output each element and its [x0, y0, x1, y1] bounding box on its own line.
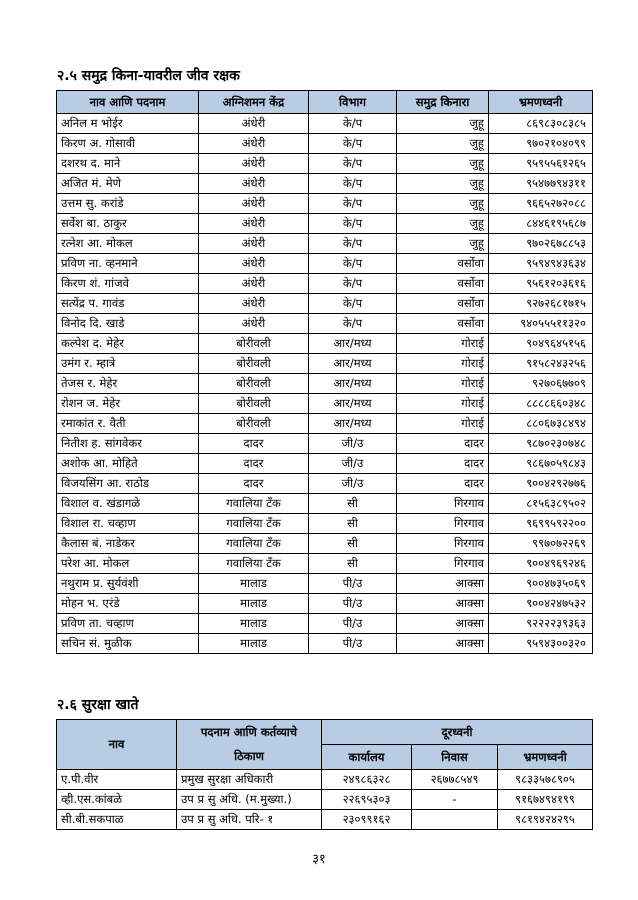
table-row: [57, 334, 593, 354]
cell-fire-station: दादर: [199, 454, 309, 474]
table-header-row: [57, 91, 593, 114]
cell-ward: पी/उ: [309, 574, 397, 594]
cell-ward: सी: [309, 514, 397, 534]
cell-ward: जी/उ: [309, 454, 397, 474]
cell-beach: आक्सा: [397, 574, 489, 594]
cell-beach: गिरगाव: [397, 534, 489, 554]
cell-name: तेजस र. मेहेर: [57, 374, 199, 394]
cell-name: किरण शं. गांजवे: [57, 274, 199, 294]
cell-fire-station: मालाड: [199, 594, 309, 614]
cell-name: विशाल व. खंडागळे: [57, 494, 199, 514]
cell-fire-station: अंधेरी: [199, 234, 309, 254]
cell-beach: आक्सा: [397, 614, 489, 634]
table-row: [57, 314, 593, 334]
cell-ward: के/प: [309, 234, 397, 254]
table-row: [57, 810, 593, 830]
col-header-office: कार्यालय: [322, 745, 412, 770]
cell-name: विशाल रा. चव्हाण: [57, 514, 199, 534]
cell-beach: जुहू: [397, 134, 489, 154]
table-row: [57, 554, 593, 574]
cell-mobile: ९००४२४७५३२: [489, 594, 593, 614]
cell-ward: के/प: [309, 214, 397, 234]
table-row: [57, 594, 593, 614]
table-row: [57, 394, 593, 414]
cell-mobile: ९९७०७२२६९: [489, 534, 593, 554]
table-header-row: [57, 720, 593, 745]
cell-mobile: ९८६७०५९८४३: [489, 454, 593, 474]
table-row: [57, 354, 593, 374]
cell-mobile: ८४४६१९५६८७: [489, 214, 593, 234]
cell-beach: जुहू: [397, 114, 489, 134]
cell-mobile: ९५६१२०३६१६: [489, 274, 593, 294]
cell-name: विनोद दि. खाडे: [57, 314, 199, 334]
cell-mobile: ९६६५२७२०८८: [489, 194, 593, 214]
table-row: [57, 374, 593, 394]
cell-mobile: ९१५८२४३२५६: [489, 354, 593, 374]
cell-ward: आर/मध्य: [309, 374, 397, 394]
table-row: [57, 534, 593, 554]
cell-ward: आर/मध्य: [309, 334, 397, 354]
cell-mobile: ९००४९६९२४६: [489, 554, 593, 574]
cell-beach: गिरगाव: [397, 494, 489, 514]
cell-fire-station: अंधेरी: [199, 254, 309, 274]
cell-fire-station: गवालिया टँक: [199, 554, 309, 574]
cell-fire-station: अंधेरी: [199, 194, 309, 214]
table-row: [57, 434, 593, 454]
cell-fire-station: बोरीवली: [199, 394, 309, 414]
col-header-name: नाव: [57, 720, 177, 770]
cell-office-phone: २२६९५३०३: [322, 790, 412, 810]
cell-mobile: ९००४७३५०६९: [489, 574, 593, 594]
col-header-phone: दूरध्वनी: [322, 720, 593, 745]
cell-ward: जी/उ: [309, 474, 397, 494]
table-row: [57, 770, 593, 790]
cell-fire-station: दादर: [199, 474, 309, 494]
cell-fire-station: अंधेरी: [199, 154, 309, 174]
cell-office-phone: २३०९९१६२: [322, 810, 412, 830]
cell-beach: जुहू: [397, 234, 489, 254]
cell-ward: आर/मध्य: [309, 394, 397, 414]
cell-name: नितीश ह. सांगवेकर: [57, 434, 199, 454]
table-row: [57, 414, 593, 434]
table-row: [57, 634, 593, 654]
cell-fire-station: अंधेरी: [199, 314, 309, 334]
cell-mobile: ९५४७७९४३११: [489, 174, 593, 194]
table-row: [57, 514, 593, 534]
cell-mobile: ९५९५५६१२६५: [489, 154, 593, 174]
table-row: [57, 214, 593, 234]
col-header-mobile: भ्रमणध्वनी: [489, 91, 593, 114]
cell-ward: जी/उ: [309, 434, 397, 454]
cell-fire-station: अंधेरी: [199, 274, 309, 294]
cell-fire-station: दादर: [199, 434, 309, 454]
cell-name: सर्वेश बा. ठाकुर: [57, 214, 199, 234]
cell-beach: गिरगाव: [397, 514, 489, 534]
table-row: [57, 174, 593, 194]
cell-name: मोहन भ. एरंडे: [57, 594, 199, 614]
cell-fire-station: गवालिया टँक: [199, 514, 309, 534]
section-heading-lifeguards: २.५ समुद्र किना-यावरील जीव रक्षक: [57, 68, 240, 84]
cell-ward: सी: [309, 534, 397, 554]
cell-mobile: ८६९८३०८३८५: [489, 114, 593, 134]
cell-beach: गोराई: [397, 394, 489, 414]
cell-ward: के/प: [309, 154, 397, 174]
cell-post: उप प्र सु अधि. (म.मुख्या.): [177, 790, 322, 810]
cell-home-phone: [412, 810, 498, 830]
col-header-fire-station: अग्निशमन केंद्र: [199, 91, 309, 114]
col-header-ward: विभाग: [309, 91, 397, 114]
cell-beach: वर्सोवा: [397, 314, 489, 334]
col-header-home: निवास: [412, 745, 498, 770]
cell-office-phone: २४९८६३२८: [322, 770, 412, 790]
cell-mobile: ९४०५५५११३२०: [489, 314, 593, 334]
cell-fire-station: बोरीवली: [199, 334, 309, 354]
table-row: [57, 790, 593, 810]
table-row: [57, 494, 593, 514]
table-row: [57, 194, 593, 214]
col-header-mobile: भ्रमणध्वनी: [498, 745, 593, 770]
cell-beach: दादर: [397, 454, 489, 474]
cell-fire-station: बोरीवली: [199, 414, 309, 434]
cell-fire-station: बोरीवली: [199, 354, 309, 374]
cell-mobile: ८८०६७३८४९४: [489, 414, 593, 434]
col-header-place: ठिकाण: [177, 745, 322, 770]
cell-mobile: ९२७०६७७०९: [489, 374, 593, 394]
cell-mobile: ९२७२६८१७१५: [489, 294, 593, 314]
cell-post: उप प्र सु अधि. परि- १: [177, 810, 322, 830]
cell-ward: आर/मध्य: [309, 414, 397, 434]
cell-name: सी.बी.सकपाळ: [57, 810, 177, 830]
cell-beach: गोराई: [397, 414, 489, 434]
table-row: [57, 474, 593, 494]
cell-name: अजित मं. मेणे: [57, 174, 199, 194]
cell-name: नथुराम प्र. सुर्यवंशी: [57, 574, 199, 594]
cell-ward: के/प: [309, 254, 397, 274]
cell-mobile: ९७०२६७८८५३: [489, 234, 593, 254]
cell-name: रोशन ज. मेहेर: [57, 394, 199, 414]
cell-beach: जुहू: [397, 214, 489, 234]
cell-fire-station: अंधेरी: [199, 134, 309, 154]
cell-beach: आक्सा: [397, 594, 489, 614]
cell-mobile: ९८१९४२४२९५: [498, 810, 593, 830]
cell-name: सत्येंद्र प. गावंड: [57, 294, 199, 314]
cell-name: कल्पेश द. मेहेर: [57, 334, 199, 354]
cell-mobile: ९८७०२३०७४८: [489, 434, 593, 454]
cell-fire-station: गवालिया टँक: [199, 534, 309, 554]
cell-name: उमंग र. म्हात्रे: [57, 354, 199, 374]
cell-name: परेश आ. मोकल: [57, 554, 199, 574]
cell-mobile: ९६९९५९२२००: [489, 514, 593, 534]
col-header-post: पदनाम आणि कर्तव्याचे: [177, 720, 322, 745]
cell-name: दशरथ द. माने: [57, 154, 199, 174]
cell-beach: दादर: [397, 434, 489, 454]
table-row: [57, 134, 593, 154]
cell-beach: गोराई: [397, 334, 489, 354]
cell-mobile: ९७०२१०४०९९: [489, 134, 593, 154]
cell-fire-station: गवालिया टँक: [199, 494, 309, 514]
table-row: [57, 454, 593, 474]
cell-beach: गोराई: [397, 374, 489, 394]
table-row: [57, 254, 593, 274]
table-row: [57, 574, 593, 594]
cell-fire-station: मालाड: [199, 614, 309, 634]
table-row: [57, 614, 593, 634]
lifeguards-table: [56, 90, 593, 654]
cell-ward: पी/उ: [309, 614, 397, 634]
cell-name: रत्नेश आ. मोकल: [57, 234, 199, 254]
cell-ward: के/प: [309, 314, 397, 334]
table-row: [57, 294, 593, 314]
table-row: [57, 114, 593, 134]
cell-mobile: ९१६७४९४१९९: [498, 790, 593, 810]
cell-fire-station: अंधेरी: [199, 294, 309, 314]
cell-name: विजयसिंग आ. राठोड: [57, 474, 199, 494]
cell-beach: जुहू: [397, 194, 489, 214]
cell-fire-station: अंधेरी: [199, 214, 309, 234]
cell-beach: जुहू: [397, 174, 489, 194]
cell-ward: के/प: [309, 294, 397, 314]
cell-ward: के/प: [309, 134, 397, 154]
table-row: [57, 234, 593, 254]
cell-name: व्ही.एस.कांबळे: [57, 790, 177, 810]
cell-ward: पी/उ: [309, 634, 397, 654]
cell-mobile: ९५९४९४३६३४: [489, 254, 593, 274]
cell-ward: पी/उ: [309, 594, 397, 614]
col-header-name: नाव आणि पदनाम: [57, 91, 199, 114]
cell-ward: के/प: [309, 274, 397, 294]
cell-name: प्रविण ना. व्हनमाने: [57, 254, 199, 274]
cell-home-phone: -: [412, 790, 498, 810]
cell-name: सचिन सं. मुळीक: [57, 634, 199, 654]
cell-fire-station: मालाड: [199, 634, 309, 654]
cell-ward: के/प: [309, 194, 397, 214]
cell-ward: के/प: [309, 114, 397, 134]
cell-ward: के/प: [309, 174, 397, 194]
cell-mobile: ९८३३५७८९०५: [498, 770, 593, 790]
cell-beach: गोराई: [397, 354, 489, 374]
cell-ward: सी: [309, 554, 397, 574]
section-heading-security: २.६ सुरक्षा खाते: [57, 697, 139, 713]
cell-name: किरण अ. गोसावी: [57, 134, 199, 154]
security-table: [56, 719, 593, 830]
cell-beach: गिरगाव: [397, 554, 489, 574]
cell-fire-station: बोरीवली: [199, 374, 309, 394]
cell-name: रमाकांत र. वैती: [57, 414, 199, 434]
cell-beach: दादर: [397, 474, 489, 494]
cell-beach: आक्सा: [397, 634, 489, 654]
cell-beach: जुहू: [397, 154, 489, 174]
cell-mobile: ९००४२९२७७६: [489, 474, 593, 494]
cell-beach: वर्सोवा: [397, 274, 489, 294]
cell-fire-station: अंधेरी: [199, 174, 309, 194]
cell-ward: आर/मध्य: [309, 354, 397, 374]
cell-name: प्रविण ता. चव्हाण: [57, 614, 199, 634]
cell-beach: वर्सोवा: [397, 254, 489, 274]
cell-name: अशोक आ. मोहिते: [57, 454, 199, 474]
col-header-beach: समुद्र किनारा: [397, 91, 489, 114]
cell-fire-station: मालाड: [199, 574, 309, 594]
cell-mobile: ९०४९६४५१५६: [489, 334, 593, 354]
table-row: [57, 154, 593, 174]
cell-mobile: ९५९४३००३२०: [489, 634, 593, 654]
cell-beach: वर्सोवा: [397, 294, 489, 314]
cell-name: अनिल म भोईर: [57, 114, 199, 134]
cell-home-phone: २६७७८५४९: [412, 770, 498, 790]
cell-mobile: ८१५६३८९५०२: [489, 494, 593, 514]
cell-post: प्रमुख सुरक्षा अधिकारी: [177, 770, 322, 790]
cell-name: ए.पी.वीर: [57, 770, 177, 790]
cell-mobile: ९२२२२३९३६३: [489, 614, 593, 634]
table-row: [57, 274, 593, 294]
cell-mobile: ८८८८६६०३४८: [489, 394, 593, 414]
cell-name: कैलास बं. नाडेकर: [57, 534, 199, 554]
page-number: ३१: [312, 852, 326, 867]
cell-ward: सी: [309, 494, 397, 514]
cell-fire-station: अंधेरी: [199, 114, 309, 134]
cell-name: उत्तम सु. करांडे: [57, 194, 199, 214]
